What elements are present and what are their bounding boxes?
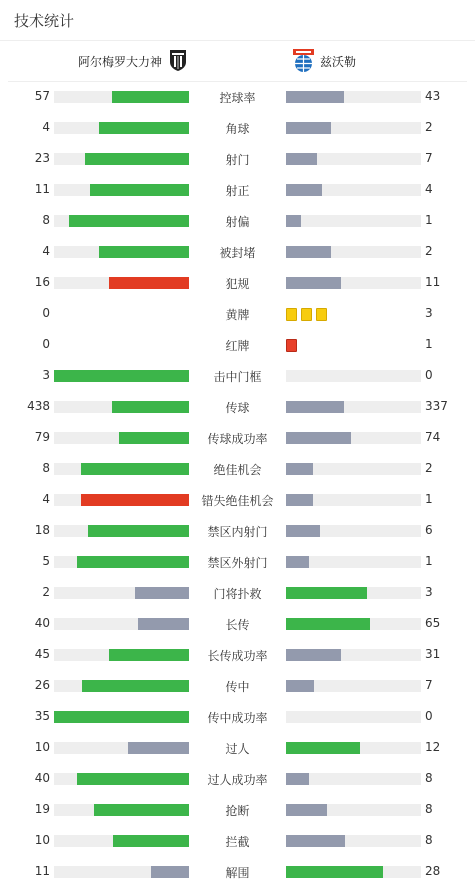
home-stat-bar-fill bbox=[128, 742, 189, 754]
home-stat-bar bbox=[54, 370, 189, 382]
away-stat-value: 28 bbox=[425, 864, 441, 878]
stat-row bbox=[0, 763, 475, 794]
stat-row bbox=[0, 205, 475, 236]
home-stat-bar-fill bbox=[112, 91, 189, 103]
away-stat-bar-fill bbox=[286, 215, 301, 227]
home-stat-value: 3 bbox=[42, 368, 50, 382]
stat-label: 门将扑救 bbox=[213, 587, 262, 601]
away-stat-value: 11 bbox=[425, 275, 441, 289]
home-stat-bar-fill bbox=[77, 556, 189, 568]
away-stat-bar bbox=[286, 184, 421, 196]
home-stat-value: 45 bbox=[34, 647, 50, 661]
home-stat-bar bbox=[54, 587, 189, 599]
stat-row bbox=[0, 267, 475, 298]
home-stat-bar bbox=[54, 91, 189, 103]
away-stat-bar-fill bbox=[286, 494, 313, 506]
stat-label: 红牌 bbox=[225, 339, 250, 353]
away-stat-bar-fill bbox=[286, 618, 370, 630]
home-stat-bar-fill bbox=[69, 215, 189, 227]
stat-label: 错失绝佳机会 bbox=[201, 494, 274, 508]
away-stat-value: 1 bbox=[425, 554, 433, 568]
home-stat-bar-fill bbox=[82, 680, 189, 692]
stat-label: 传中成功率 bbox=[207, 711, 268, 725]
pec-zwolle-crest-icon[interactable] bbox=[293, 49, 314, 73]
page-title: 技术统计 bbox=[14, 12, 75, 30]
home-stat-bar-fill bbox=[112, 401, 189, 413]
away-stat-bar-fill bbox=[286, 401, 344, 413]
home-stat-bar bbox=[54, 711, 189, 723]
stat-row bbox=[0, 81, 475, 112]
stat-label: 禁区外射门 bbox=[207, 556, 268, 570]
away-stat-bar bbox=[286, 91, 421, 103]
home-stat-bar bbox=[54, 215, 189, 227]
home-stat-bar-fill bbox=[99, 122, 189, 134]
home-stat-value: 4 bbox=[42, 120, 50, 134]
stat-label: 过人成功率 bbox=[207, 773, 268, 787]
away-stat-value: 4 bbox=[425, 182, 433, 196]
away-stat-value: 31 bbox=[425, 647, 441, 661]
away-stat-bar bbox=[286, 773, 421, 785]
stat-row bbox=[0, 856, 475, 887]
home-stat-bar-fill bbox=[113, 835, 189, 847]
away-stat-bar-fill bbox=[286, 432, 351, 444]
away-stat-bar bbox=[286, 556, 421, 568]
home-stat-bar bbox=[54, 525, 189, 537]
home-stat-bar-fill bbox=[109, 277, 189, 289]
home-stat-bar bbox=[54, 835, 189, 847]
away-stat-bar-fill bbox=[286, 184, 322, 196]
home-stat-bar bbox=[54, 649, 189, 661]
away-stat-value: 74 bbox=[425, 430, 441, 444]
home-stat-bar bbox=[54, 153, 189, 165]
home-stat-bar-fill bbox=[77, 773, 189, 785]
away-stat-bar-fill bbox=[286, 773, 309, 785]
away-stat-value: 3 bbox=[425, 585, 433, 599]
away-team-name[interactable]: 兹沃勒 bbox=[320, 55, 357, 69]
stat-label: 被封堵 bbox=[219, 246, 256, 260]
away-stat-bar bbox=[286, 587, 421, 599]
away-stat-bar bbox=[286, 680, 421, 692]
away-stat-bar-fill bbox=[286, 742, 360, 754]
away-stat-value: 43 bbox=[425, 89, 441, 103]
away-stat-value: 1 bbox=[425, 492, 433, 506]
stat-label: 击中门框 bbox=[213, 370, 262, 384]
home-stat-value: 79 bbox=[34, 430, 50, 444]
stat-row bbox=[0, 236, 475, 267]
home-stat-bar-fill bbox=[85, 153, 189, 165]
home-stat-bar-fill bbox=[135, 587, 189, 599]
away-stat-value: 3 bbox=[425, 306, 433, 320]
stat-row bbox=[0, 422, 475, 453]
home-stat-value: 57 bbox=[34, 89, 50, 103]
home-stat-bar-fill bbox=[99, 246, 189, 258]
home-stat-bar-fill bbox=[88, 525, 189, 537]
home-stat-value: 19 bbox=[34, 802, 50, 816]
away-stat-bar-fill bbox=[286, 246, 331, 258]
away-stat-bar bbox=[286, 649, 421, 661]
stat-label: 角球 bbox=[225, 122, 250, 136]
away-stat-bar bbox=[286, 463, 421, 475]
home-stat-value: 26 bbox=[34, 678, 50, 692]
away-stat-value: 8 bbox=[425, 802, 433, 816]
home-stat-value: 10 bbox=[34, 740, 50, 754]
away-stat-bar bbox=[286, 153, 421, 165]
away-stat-bar bbox=[286, 742, 421, 754]
stat-label: 控球率 bbox=[219, 91, 256, 105]
home-stat-bar bbox=[54, 277, 189, 289]
away-stat-bar-fill bbox=[286, 153, 317, 165]
stat-label: 射正 bbox=[225, 184, 250, 198]
home-stat-bar bbox=[54, 773, 189, 785]
home-stat-value: 8 bbox=[42, 461, 50, 475]
home-stat-value: 16 bbox=[34, 275, 50, 289]
away-stat-value: 0 bbox=[425, 368, 433, 382]
home-stat-bar-fill bbox=[151, 866, 189, 878]
stat-row bbox=[0, 112, 475, 143]
home-stat-bar-fill bbox=[138, 618, 189, 630]
home-stat-value: 11 bbox=[34, 182, 50, 196]
home-stat-bar-fill bbox=[109, 649, 189, 661]
home-stat-bar bbox=[54, 618, 189, 630]
away-stat-bar-fill bbox=[286, 587, 367, 599]
away-stat-bar bbox=[286, 370, 421, 382]
home-stat-value: 11 bbox=[34, 864, 50, 878]
away-stat-bar bbox=[286, 618, 421, 630]
stat-label: 抢断 bbox=[225, 804, 250, 818]
stat-row bbox=[0, 825, 475, 856]
away-stat-value: 1 bbox=[425, 213, 433, 227]
stat-row bbox=[0, 515, 475, 546]
away-stat-value: 1 bbox=[425, 337, 433, 351]
stat-row bbox=[0, 701, 475, 732]
home-stat-bar bbox=[54, 246, 189, 258]
stat-label: 长传成功率 bbox=[207, 649, 268, 663]
away-stat-value: 2 bbox=[425, 244, 433, 258]
home-stat-value: 5 bbox=[42, 554, 50, 568]
away-stat-bar-fill bbox=[286, 91, 344, 103]
away-stat-bar bbox=[286, 804, 421, 816]
home-stat-value: 8 bbox=[42, 213, 50, 227]
away-stat-bar-fill bbox=[286, 463, 313, 475]
stat-label: 长传 bbox=[225, 618, 250, 632]
away-stat-bar bbox=[286, 835, 421, 847]
away-stat-value: 337 bbox=[425, 399, 448, 413]
stat-label: 射门 bbox=[225, 153, 250, 167]
stat-label: 过人 bbox=[225, 742, 250, 756]
away-stat-value: 0 bbox=[425, 709, 433, 723]
away-stat-value: 2 bbox=[425, 120, 433, 134]
away-stat-bar bbox=[286, 494, 421, 506]
stat-label: 犯规 bbox=[225, 277, 250, 291]
stat-row bbox=[0, 732, 475, 763]
home-stat-bar bbox=[54, 184, 189, 196]
stat-label: 传中 bbox=[225, 680, 250, 694]
stat-label: 传球 bbox=[225, 401, 250, 415]
red-card-icon bbox=[286, 339, 297, 352]
away-stat-value: 7 bbox=[425, 678, 433, 692]
home-stat-bar-fill bbox=[94, 804, 189, 816]
stat-row bbox=[0, 329, 475, 360]
stat-label: 射偏 bbox=[225, 215, 250, 229]
teams-row bbox=[8, 41, 467, 82]
stat-row bbox=[0, 453, 475, 484]
home-stat-bar-fill bbox=[54, 370, 189, 382]
away-stat-bar bbox=[286, 866, 421, 878]
home-stat-bar bbox=[54, 556, 189, 568]
stat-row bbox=[0, 577, 475, 608]
home-stat-value: 40 bbox=[34, 771, 50, 785]
stat-row bbox=[0, 546, 475, 577]
yellow-card-icon bbox=[316, 308, 327, 321]
header bbox=[0, 0, 475, 41]
away-stat-value: 8 bbox=[425, 833, 433, 847]
home-stat-value: 438 bbox=[27, 399, 50, 413]
away-stat-bar-fill bbox=[286, 556, 309, 568]
away-cards bbox=[286, 308, 331, 320]
home-stat-bar bbox=[54, 463, 189, 475]
away-stat-bar-fill bbox=[286, 525, 320, 537]
stat-label: 黄牌 bbox=[225, 308, 250, 322]
home-stat-bar bbox=[54, 804, 189, 816]
home-stat-value: 10 bbox=[34, 833, 50, 847]
away-stat-bar bbox=[286, 215, 421, 227]
away-stat-bar-fill bbox=[286, 122, 331, 134]
away-stat-bar-fill bbox=[286, 277, 341, 289]
home-stat-bar bbox=[54, 866, 189, 878]
home-stat-value: 0 bbox=[42, 337, 50, 351]
home-stat-value: 2 bbox=[42, 585, 50, 599]
stat-row bbox=[0, 484, 475, 515]
stat-row bbox=[0, 670, 475, 701]
away-stat-bar-fill bbox=[286, 835, 345, 847]
home-stat-bar-fill bbox=[81, 463, 189, 475]
home-stat-value: 4 bbox=[42, 244, 50, 258]
away-stat-bar bbox=[286, 525, 421, 537]
away-stat-bar bbox=[286, 711, 421, 723]
stats-list bbox=[0, 81, 475, 887]
stat-row bbox=[0, 298, 475, 329]
stat-label: 传球成功率 bbox=[207, 432, 268, 446]
home-stat-bar-fill bbox=[54, 711, 189, 723]
yellow-card-icon bbox=[301, 308, 312, 321]
home-stat-value: 4 bbox=[42, 492, 50, 506]
stat-row bbox=[0, 608, 475, 639]
home-stat-bar bbox=[54, 680, 189, 692]
away-stat-value: 6 bbox=[425, 523, 433, 537]
away-stat-bar-fill bbox=[286, 680, 314, 692]
away-stat-bar-fill bbox=[286, 866, 383, 878]
home-stat-bar bbox=[54, 494, 189, 506]
away-stat-value: 12 bbox=[425, 740, 441, 754]
stat-row bbox=[0, 143, 475, 174]
away-stat-bar bbox=[286, 122, 421, 134]
home-stat-bar-fill bbox=[119, 432, 189, 444]
away-stat-value: 2 bbox=[425, 461, 433, 475]
yellow-card-icon bbox=[286, 308, 297, 321]
stat-label: 解围 bbox=[225, 866, 250, 880]
home-stat-value: 40 bbox=[34, 616, 50, 630]
stat-row bbox=[0, 360, 475, 391]
away-stat-bar bbox=[286, 401, 421, 413]
home-stat-bar bbox=[54, 432, 189, 444]
home-stat-bar-fill bbox=[90, 184, 189, 196]
home-stat-bar bbox=[54, 122, 189, 134]
away-stat-value: 7 bbox=[425, 151, 433, 165]
home-stat-bar bbox=[54, 742, 189, 754]
home-stat-value: 18 bbox=[34, 523, 50, 537]
stat-row bbox=[0, 794, 475, 825]
stat-row bbox=[0, 391, 475, 422]
stat-label: 拦截 bbox=[225, 835, 250, 849]
home-team-name[interactable]: 阿尔梅罗大力神 bbox=[77, 55, 162, 69]
away-stat-bar bbox=[286, 277, 421, 289]
away-stat-bar bbox=[286, 432, 421, 444]
away-stat-bar-fill bbox=[286, 804, 327, 816]
home-stat-bar-fill bbox=[81, 494, 189, 506]
away-stat-bar bbox=[286, 246, 421, 258]
home-stat-bar bbox=[54, 401, 189, 413]
home-stat-value: 0 bbox=[42, 306, 50, 320]
away-stat-value: 8 bbox=[425, 771, 433, 785]
stat-label: 禁区内射门 bbox=[207, 525, 268, 539]
away-stat-bar-fill bbox=[286, 649, 341, 661]
home-stat-value: 23 bbox=[34, 151, 50, 165]
away-stat-value: 65 bbox=[425, 616, 441, 630]
stat-row bbox=[0, 174, 475, 205]
stat-row bbox=[0, 639, 475, 670]
away-cards bbox=[286, 339, 301, 351]
heracles-almelo-crest-icon[interactable] bbox=[169, 48, 187, 72]
stat-label: 绝佳机会 bbox=[213, 463, 262, 477]
home-stat-value: 35 bbox=[34, 709, 50, 723]
